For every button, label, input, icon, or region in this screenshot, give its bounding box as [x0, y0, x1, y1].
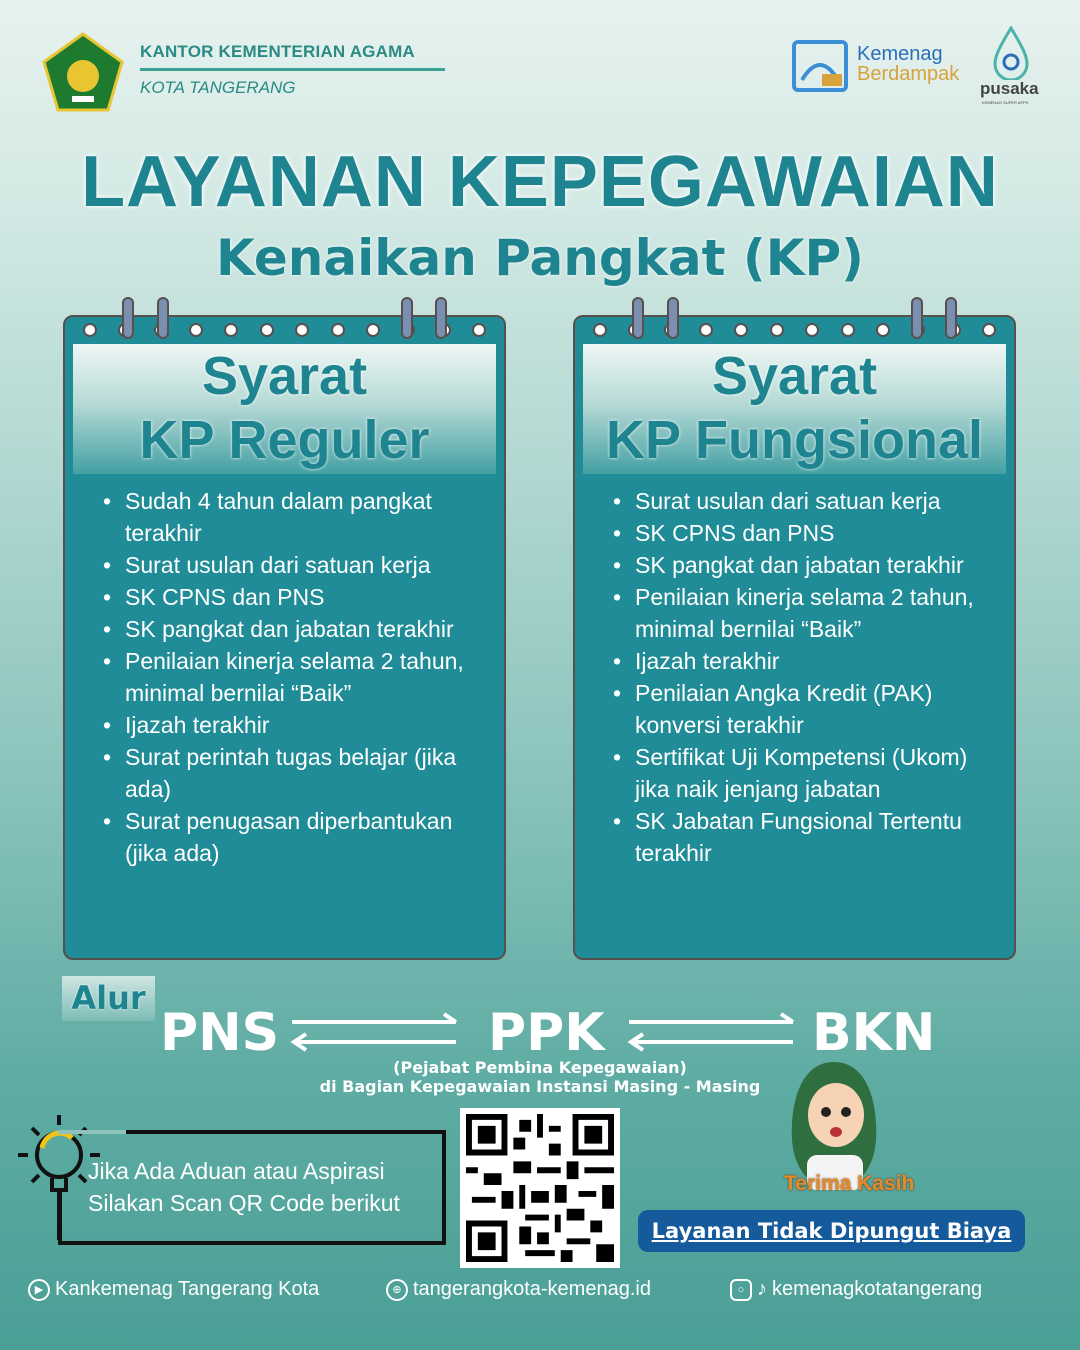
card-header [583, 344, 1006, 474]
kemenag-emblem-logo [42, 32, 124, 112]
card-kp-fungsional [573, 315, 1016, 960]
bidirectional-arrow-icon [627, 1012, 797, 1052]
youtube-icon: ▶ [28, 1279, 50, 1301]
list-item: • Sudah 4 tahun dalam pangkat terakhir [95, 485, 494, 549]
card-header [73, 344, 496, 474]
aduan-line2: Silakan Scan QR Code berikut [88, 1190, 400, 1216]
page-subtitle: Kenaikan Pangkat (KP) [215, 229, 865, 287]
requirements-list [95, 485, 494, 869]
brand-kemenag: Kemenag [857, 43, 943, 65]
brand-pusaka-sub: KEMENAG SUPER APPS [982, 100, 1029, 105]
brand-berdampak: Berdampak [857, 63, 960, 85]
list-item: • SK pangkat dan jabatan terakhir [605, 549, 1004, 581]
footer-website[interactable] [386, 1278, 651, 1301]
list-item: • SK CPNS dan PNS [605, 517, 1004, 549]
divider [140, 68, 445, 71]
flow-label: Alur [62, 976, 155, 1021]
tiktok-icon: ♪ [757, 1278, 767, 1300]
instagram-icon: ○ [730, 1279, 752, 1301]
qr-code[interactable] [460, 1108, 620, 1268]
ppk-note: (Pejabat Pembina Kepegawaian) [393, 1058, 687, 1077]
footer-youtube[interactable] [28, 1278, 319, 1301]
social-label: kemenagkotatangerang [772, 1278, 983, 1300]
qr-code-icon [466, 1114, 614, 1262]
card-kp-reguler [63, 315, 506, 960]
list-item: • Ijazah terakhir [605, 645, 1004, 677]
youtube-label: Kankemenag Tangerang Kota [55, 1278, 320, 1300]
list-item: • SK CPNS dan PNS [95, 581, 494, 613]
frame-gap [58, 1130, 126, 1134]
flow-step-bkn: BKN [812, 1003, 936, 1063]
list-item: • Surat perintah tugas belajar (jika ada) [95, 741, 494, 805]
list-item: • Penilaian kinerja selama 2 tahun, minimal bernilai “Baik” [605, 581, 1004, 645]
bidirectional-arrow-icon [290, 1012, 460, 1052]
kemenag-berdampak-logo [792, 40, 848, 92]
flow-step-ppk: PPK [488, 1003, 605, 1063]
card-title-line1: Syarat [201, 346, 368, 406]
list-item: • Surat usulan dari satuan kerja [605, 485, 1004, 517]
requirements-list [605, 485, 1004, 869]
list-item: • Penilaian kinerja selama 2 tahun, minimal bernilai “Baik” [95, 645, 494, 709]
free-service-badge: Layanan Tidak Dipungut Biaya [638, 1210, 1025, 1252]
footer-social[interactable] [730, 1278, 982, 1301]
org-city: KOTA TANGERANG [140, 78, 296, 97]
binder-holes [83, 323, 486, 337]
list-item: • Ijazah terakhir [95, 709, 494, 741]
list-item: • Surat usulan dari satuan kerja [95, 549, 494, 581]
list-item: • Surat penugasan diperbantukan (jika ada) [95, 805, 494, 869]
frame-edge [58, 1190, 62, 1245]
list-item: • SK pangkat dan jabatan terakhir [95, 613, 494, 645]
thanks-text: Terima Kasih [784, 1172, 915, 1195]
list-item: • Penilaian Angka Kredit (PAK) konversi terakhir [605, 677, 1004, 741]
website-label: tangerangkota-kemenag.id [413, 1278, 651, 1300]
binder-holes [593, 323, 996, 337]
card-title-line2: KP Fungsional [605, 410, 984, 470]
list-item: • SK Jabatan Fungsional Tertentu terakhir [605, 805, 1004, 869]
aduan-line1: Jika Ada Aduan atau Aspirasi [88, 1158, 385, 1184]
pusaka-drop-icon [993, 26, 1029, 80]
list-item: • Sertifikat Uji Kompetensi (Ukom) jika naik jenjang jabatan [605, 741, 1004, 805]
flow-step-pns: PNS [160, 1003, 280, 1063]
aduan-text [88, 1155, 400, 1219]
card-title-line2: KP Reguler [139, 410, 430, 470]
card-title-line1: Syarat [711, 346, 878, 406]
page-title: LAYANAN KEPEGAWAIAN [81, 142, 999, 222]
org-name: KANTOR KEMENTERIAN AGAMA [140, 42, 415, 61]
globe-icon: ⊕ [386, 1279, 408, 1301]
ppk-note-location: di Bagian Kepegawaian Instansi Masing - Masing [319, 1077, 761, 1096]
brand-pusaka: pusaka [980, 79, 1039, 98]
